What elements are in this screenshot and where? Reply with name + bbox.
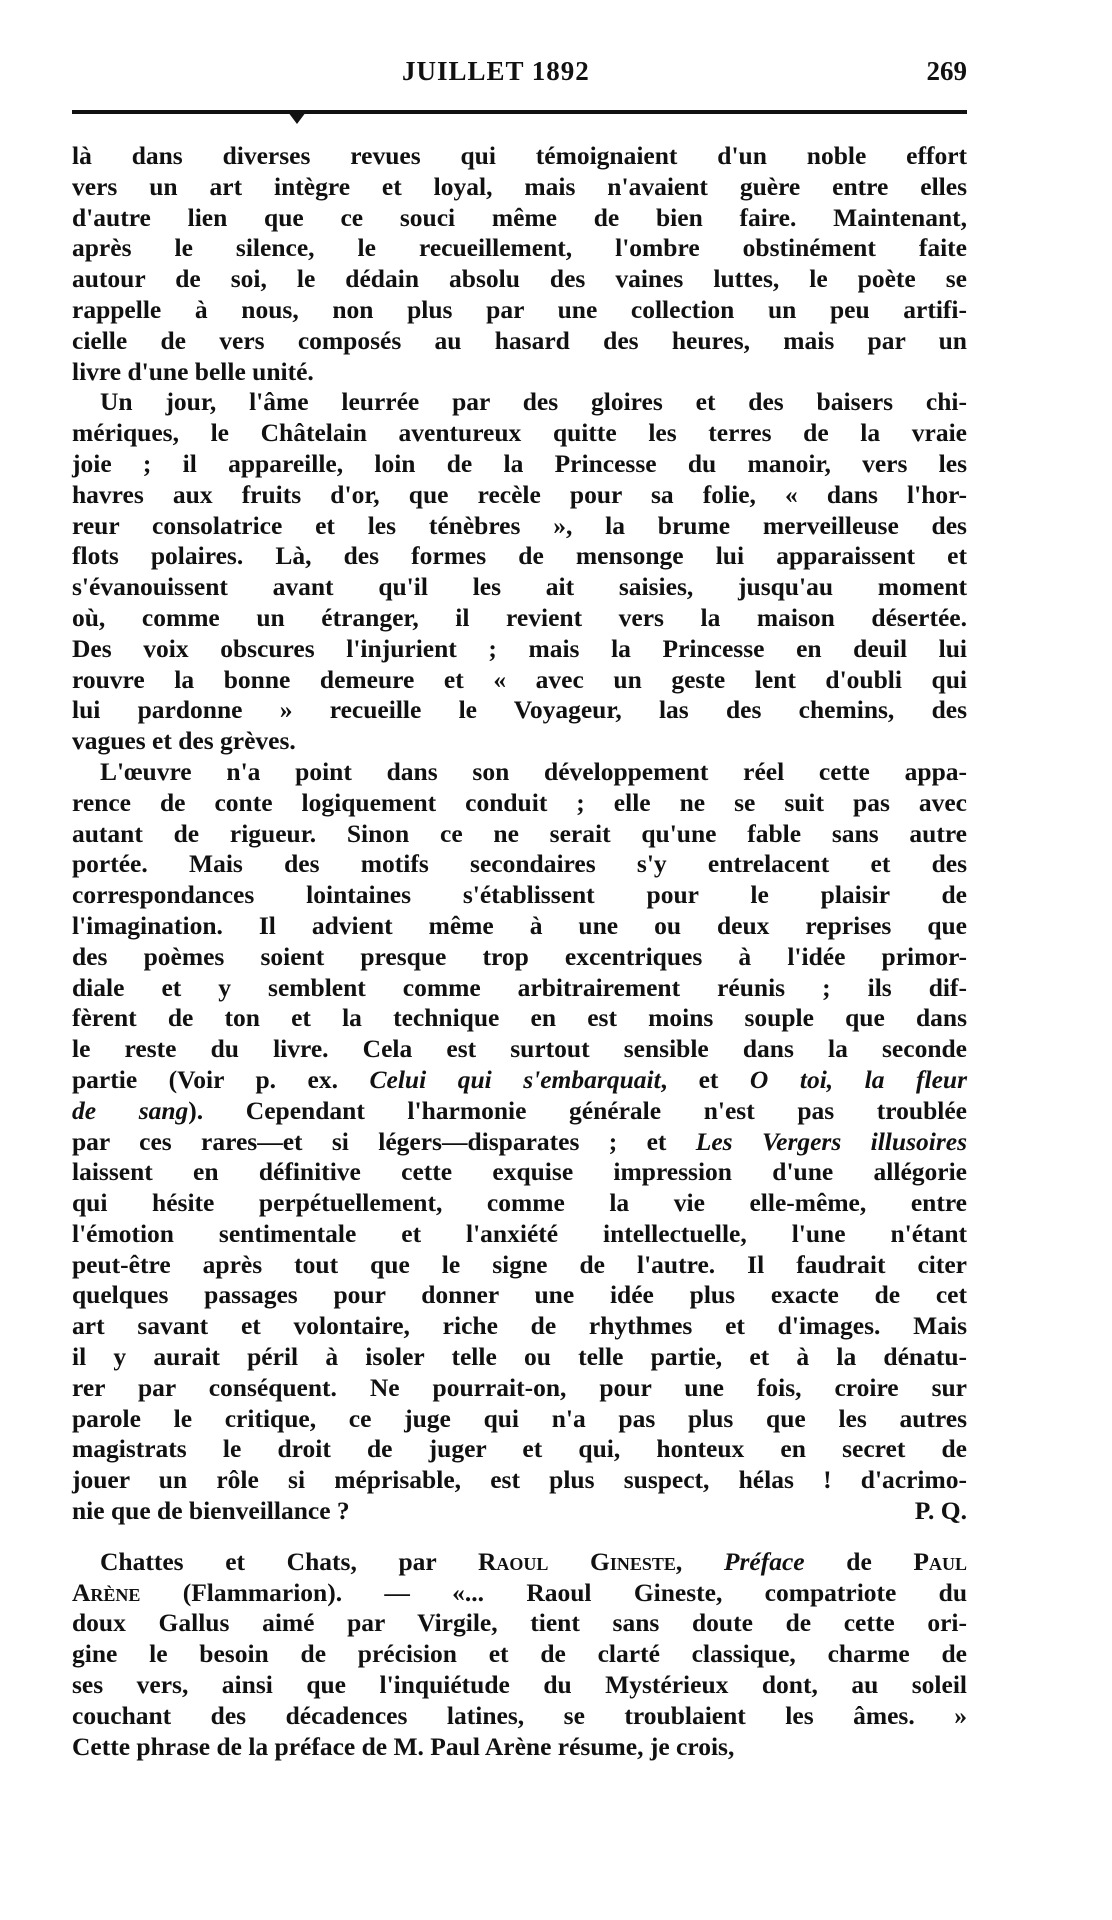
page-number: 269 <box>926 56 967 86</box>
running-header <box>72 56 967 96</box>
text-line: quelques passages pour donner une idée plus exacte de cet <box>72 1280 967 1310</box>
text-line <box>72 1496 967 1527</box>
text-span: par ces rares—et si légers—disparates ; et <box>72 1126 667 1156</box>
text-line <box>72 1127 967 1158</box>
text-line <box>72 1096 967 1127</box>
poem-title: de sang <box>72 1095 189 1125</box>
review-1-part-a <box>72 141 967 1065</box>
review-2-body <box>72 1608 967 1762</box>
text-line: correspondances lointaines s'établissent pour le plaisir de <box>72 880 967 910</box>
text-line: l'imagination. Il advient même à une ou deux reprises que <box>72 910 967 940</box>
text-line: flots polaires. Là, des formes de mensonge lui apparaissent et <box>72 541 967 571</box>
text-line: des poèmes soient presque trop excentriques à l'idée primor- <box>72 941 967 971</box>
text-line: L'œuvre n'a point dans son développement réel cette appa- <box>100 756 967 786</box>
text-line: livre d'une belle unité. <box>72 356 314 386</box>
text-line: Cette phrase de la préface de M. Paul Arène résume, je crois, <box>72 1731 735 1761</box>
text-line: vers un art intègre et loyal, mais n'avaient guère entre elles <box>72 171 967 201</box>
text-line: qui hésite perpétuellement, comme la vie elle-même, entre <box>72 1188 967 1218</box>
text-line: laissent en définitive cette exquise impression d'une allégorie <box>72 1157 967 1187</box>
text-line: l'émotion sentimentale et l'anxiété intellectuelle, l'une n'étant <box>72 1218 967 1248</box>
text-span: nie que de bienveillance ? <box>72 1496 350 1526</box>
running-title: JUILLET 1892 <box>402 56 590 86</box>
text-line <box>72 1065 967 1096</box>
text-line: art savant et volontaire, riche de rhythmes et d'images. Mais <box>72 1311 967 1341</box>
text-line: où, comme un étranger, il revient vers la maison désertée. <box>72 602 967 632</box>
text-line: havres aux fruits d'or, que recèle pour sa folie, « dans l'hor- <box>72 479 967 509</box>
section-title: Les Vergers illusoires <box>695 1126 967 1156</box>
body-text <box>72 141 967 1762</box>
text-line: le reste du livre. Cela est surtout sensible dans la seconde <box>72 1034 967 1064</box>
review-1-part-b <box>72 1157 967 1496</box>
text-line: peut-être après tout que le signe de l'autre. Il faudrait citer <box>72 1249 967 1279</box>
text-line: lui pardonne » recueille le Voyageur, las des chemins, des <box>72 695 967 725</box>
book-title: Chattes et Chats <box>100 1546 351 1576</box>
text-span: ). Cependant l'harmonie générale n'est pas troublée <box>188 1095 967 1125</box>
poem-title: O toi, la fleur <box>749 1064 968 1094</box>
text-line <box>72 1578 967 1609</box>
text-span: , <box>675 1546 683 1576</box>
text-line: rer par conséquent. Ne pourrait-on, pour une fois, croire sur <box>72 1372 967 1402</box>
text-line: Des voix obscures l'injurient ; mais la Princesse en deuil lui <box>72 633 967 663</box>
text-line: joie ; il appareille, loin de la Princesse du manoir, vers les <box>72 448 967 478</box>
text-line: fèrent de ton et la technique en est moins souple que dans <box>72 1003 967 1033</box>
text-span: de <box>846 1546 872 1576</box>
text-line: couchant des décadences latines, se troublaient les âmes. » <box>72 1700 967 1730</box>
text-line: rappelle à nous, non plus par une collection un peu artifi- <box>72 294 967 324</box>
rule-mark <box>288 112 306 124</box>
text-line: reur consolatrice et les ténèbres », la brume merveilleuse des <box>72 510 967 540</box>
preface-author-surname: Arène <box>72 1577 141 1607</box>
text-line: ses vers, ainsi que l'inquiétude du Mystérieux dont, au soleil <box>72 1670 967 1700</box>
text-line: d'autre lien que ce souci même de bien faire. Maintenant, <box>72 202 967 232</box>
author-name: Raoul Gineste <box>477 1546 676 1576</box>
text-line: là dans diverses revues qui témoignaient d'un noble effort <box>72 141 967 170</box>
text-line: après le silence, le recueillement, l'ombre obstinément faite <box>72 233 967 263</box>
text-line: portée. Mais des motifs secondaires s'y entrelacent et des <box>72 849 967 879</box>
text-line: jouer un rôle si méprisable, est plus suspect, hélas ! d'acrimo- <box>72 1465 967 1495</box>
text-span: , par <box>350 1546 437 1576</box>
text-line: autant de rigueur. Sinon ce ne serait qu'une fable sans autre <box>72 818 967 848</box>
text-line: mériques, le Châtelain aventureux quitte les terres de la vraie <box>72 418 967 448</box>
text-line: rence de conte logiquement conduit ; elle ne se suit pas avec <box>72 787 967 817</box>
text-span: partie (Voir p. ex. <box>72 1064 338 1094</box>
text-line: doux Gallus aimé par Virgile, tient sans doute de cette ori- <box>72 1608 967 1638</box>
text-line: cielle de vers composés au hasard des heures, mais par un <box>72 325 967 355</box>
text-line: Un jour, l'âme leurrée par des gloires et des baisers chi- <box>100 387 967 417</box>
text-line: parole le critique, ce juge qui n'a pas plus que les autres <box>72 1403 967 1433</box>
text-line: magistrats le droit de juger et qui, honteux en secret de <box>72 1434 967 1464</box>
signature: P. Q. <box>914 1496 967 1526</box>
preface-author: Paul <box>913 1546 968 1576</box>
text-line: gine le besoin de précision et de clarté classique, charme de <box>72 1639 967 1669</box>
text-line: diale et y semblent comme arbitrairement réunis ; ils dif- <box>72 972 967 1002</box>
text-span: , et <box>660 1064 719 1094</box>
poem-title: Celui qui s'embarquait <box>369 1064 661 1094</box>
header-rule <box>72 110 967 114</box>
text-line: s'évanouissent avant qu'il les ait saisies, jusqu'au moment <box>72 572 967 602</box>
text-line: autour de soi, le dédain absolu des vaines luttes, le poète se <box>72 264 967 294</box>
text-line: il y aurait péril à isoler telle ou telle partie, et à la dénatu- <box>72 1342 967 1372</box>
text-span: (Flammarion). — «... Raoul Gineste, compatriote du <box>182 1577 967 1607</box>
text-line: vagues et des grèves. <box>72 726 296 756</box>
preface-label: Préface <box>723 1546 805 1576</box>
book-title-line <box>72 1547 967 1578</box>
text-line: rouvre la bonne demeure et « avec un geste lent d'oubli qui <box>72 664 967 694</box>
